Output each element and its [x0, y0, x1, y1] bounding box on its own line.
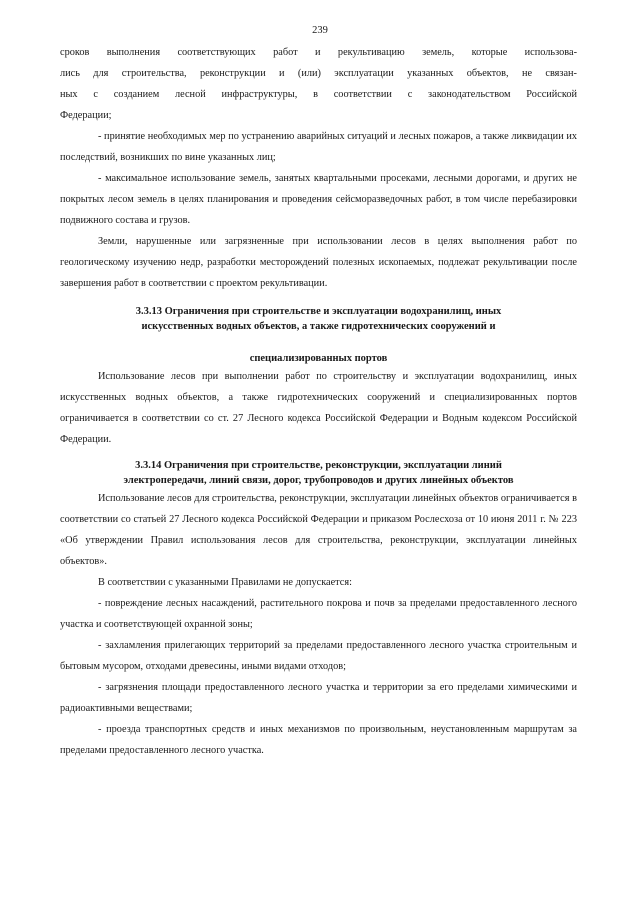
- paragraph-linear-objects: Использование лесов для строительства, реконструкции, эксплуатации линейных объектов ограничивается в соответствии со статьей 27 Лесного кодекса Российской Федерации и приказом Рослесхоза от 10 июня 2011 г. № 223 «Об утверждении Правил использования лесов для строительства, реконструкции, эксплуатации линейных объектов».: [60, 493, 577, 567]
- text-line: сроков выполнения соответствующих работ и рекультивацию земель, которые использова-: [60, 47, 577, 58]
- heading-line: электропередачи, линий связи, дорог, трубопроводов и других линейных объектов: [123, 475, 514, 486]
- paragraph-reclamation: Земли, нарушенные или загрязненные при использовании лесов в целях выполнения работ по геологическому изучению недр, разработки месторождений полезных ископаемых, подлежат рекультивации после завершения работ в соответствии с проектом рекультивации.: [60, 236, 577, 289]
- page-number: 239: [312, 25, 328, 36]
- text-line: Федерации;: [60, 110, 112, 121]
- text-line: ных с созданием лесной инфраструктуры, в соответствии с законодательством Российской: [60, 89, 577, 100]
- paragraph-land-use: - максимальное использование земель, занятых квартальными просеками, лесными дорогами, и других не покрытых лесом земель в целях планирования и проведения сейсморазведочных работ, в том числе перебазировки подвижного состава и грузов.: [60, 173, 577, 226]
- text-line: лись для строительства, реконструкции и (или) эксплуатации указанных объектов, не связан-: [60, 68, 577, 79]
- paragraph-rules-intro: В соответствии с указанными Правилами не допускается:: [98, 577, 352, 588]
- heading-line: 3.3.14 Ограничения при строительстве, реконструкции, эксплуатации линий: [135, 460, 502, 471]
- section-heading-3-3-13: [60, 304, 577, 366]
- document-body: [60, 42, 577, 761]
- heading-line: 3.3.13 Ограничения при строительстве и эксплуатации водохранилищ, иных: [135, 306, 502, 317]
- list-item-vehicles: - проезда транспортных средств и иных механизмов по произвольным, неустановленным маршрутам за пределами предоставленного лесного участка.: [60, 724, 577, 756]
- section-heading-3-3-14: [60, 458, 577, 488]
- list-item-pollution: - загрязнения площади предоставленного лесного участка и территории за его пределами химическими и радиоактивными веществами;: [60, 682, 577, 714]
- heading-line: искусственных водных объектов, а также гидротехнических сооружений и: [141, 321, 496, 332]
- list-item-damage: - повреждение лесных насаждений, растительного покрова и почв за пределами предоставленного лесного участка и соответствующей охранной зоны;: [60, 598, 577, 630]
- paragraph-continuation: [60, 42, 577, 126]
- heading-line: специализированных портов: [249, 353, 388, 364]
- list-item-littering: - захламления прилегающих территорий за пределами предоставленного лесного участка строительным и бытовым мусором, отходами древесины, иными видами отходов;: [60, 640, 577, 672]
- paragraph-reservoirs: Использование лесов при выполнении работ по строительству и эксплуатации водохранилищ, иных искусственных водных объектов, а также гидротехнических сооружений и специализированных портов ограничивается в соответствии со ст. 27 Лесного кодекса Российской Федерации и Водным кодексом Российской Федерации.: [60, 371, 577, 445]
- paragraph-emergency-measures: - принятие необходимых мер по устранению аварийных ситуаций и лесных пожаров, а также ликвидации их последствий, возникших по вине указанных лиц;: [60, 131, 577, 163]
